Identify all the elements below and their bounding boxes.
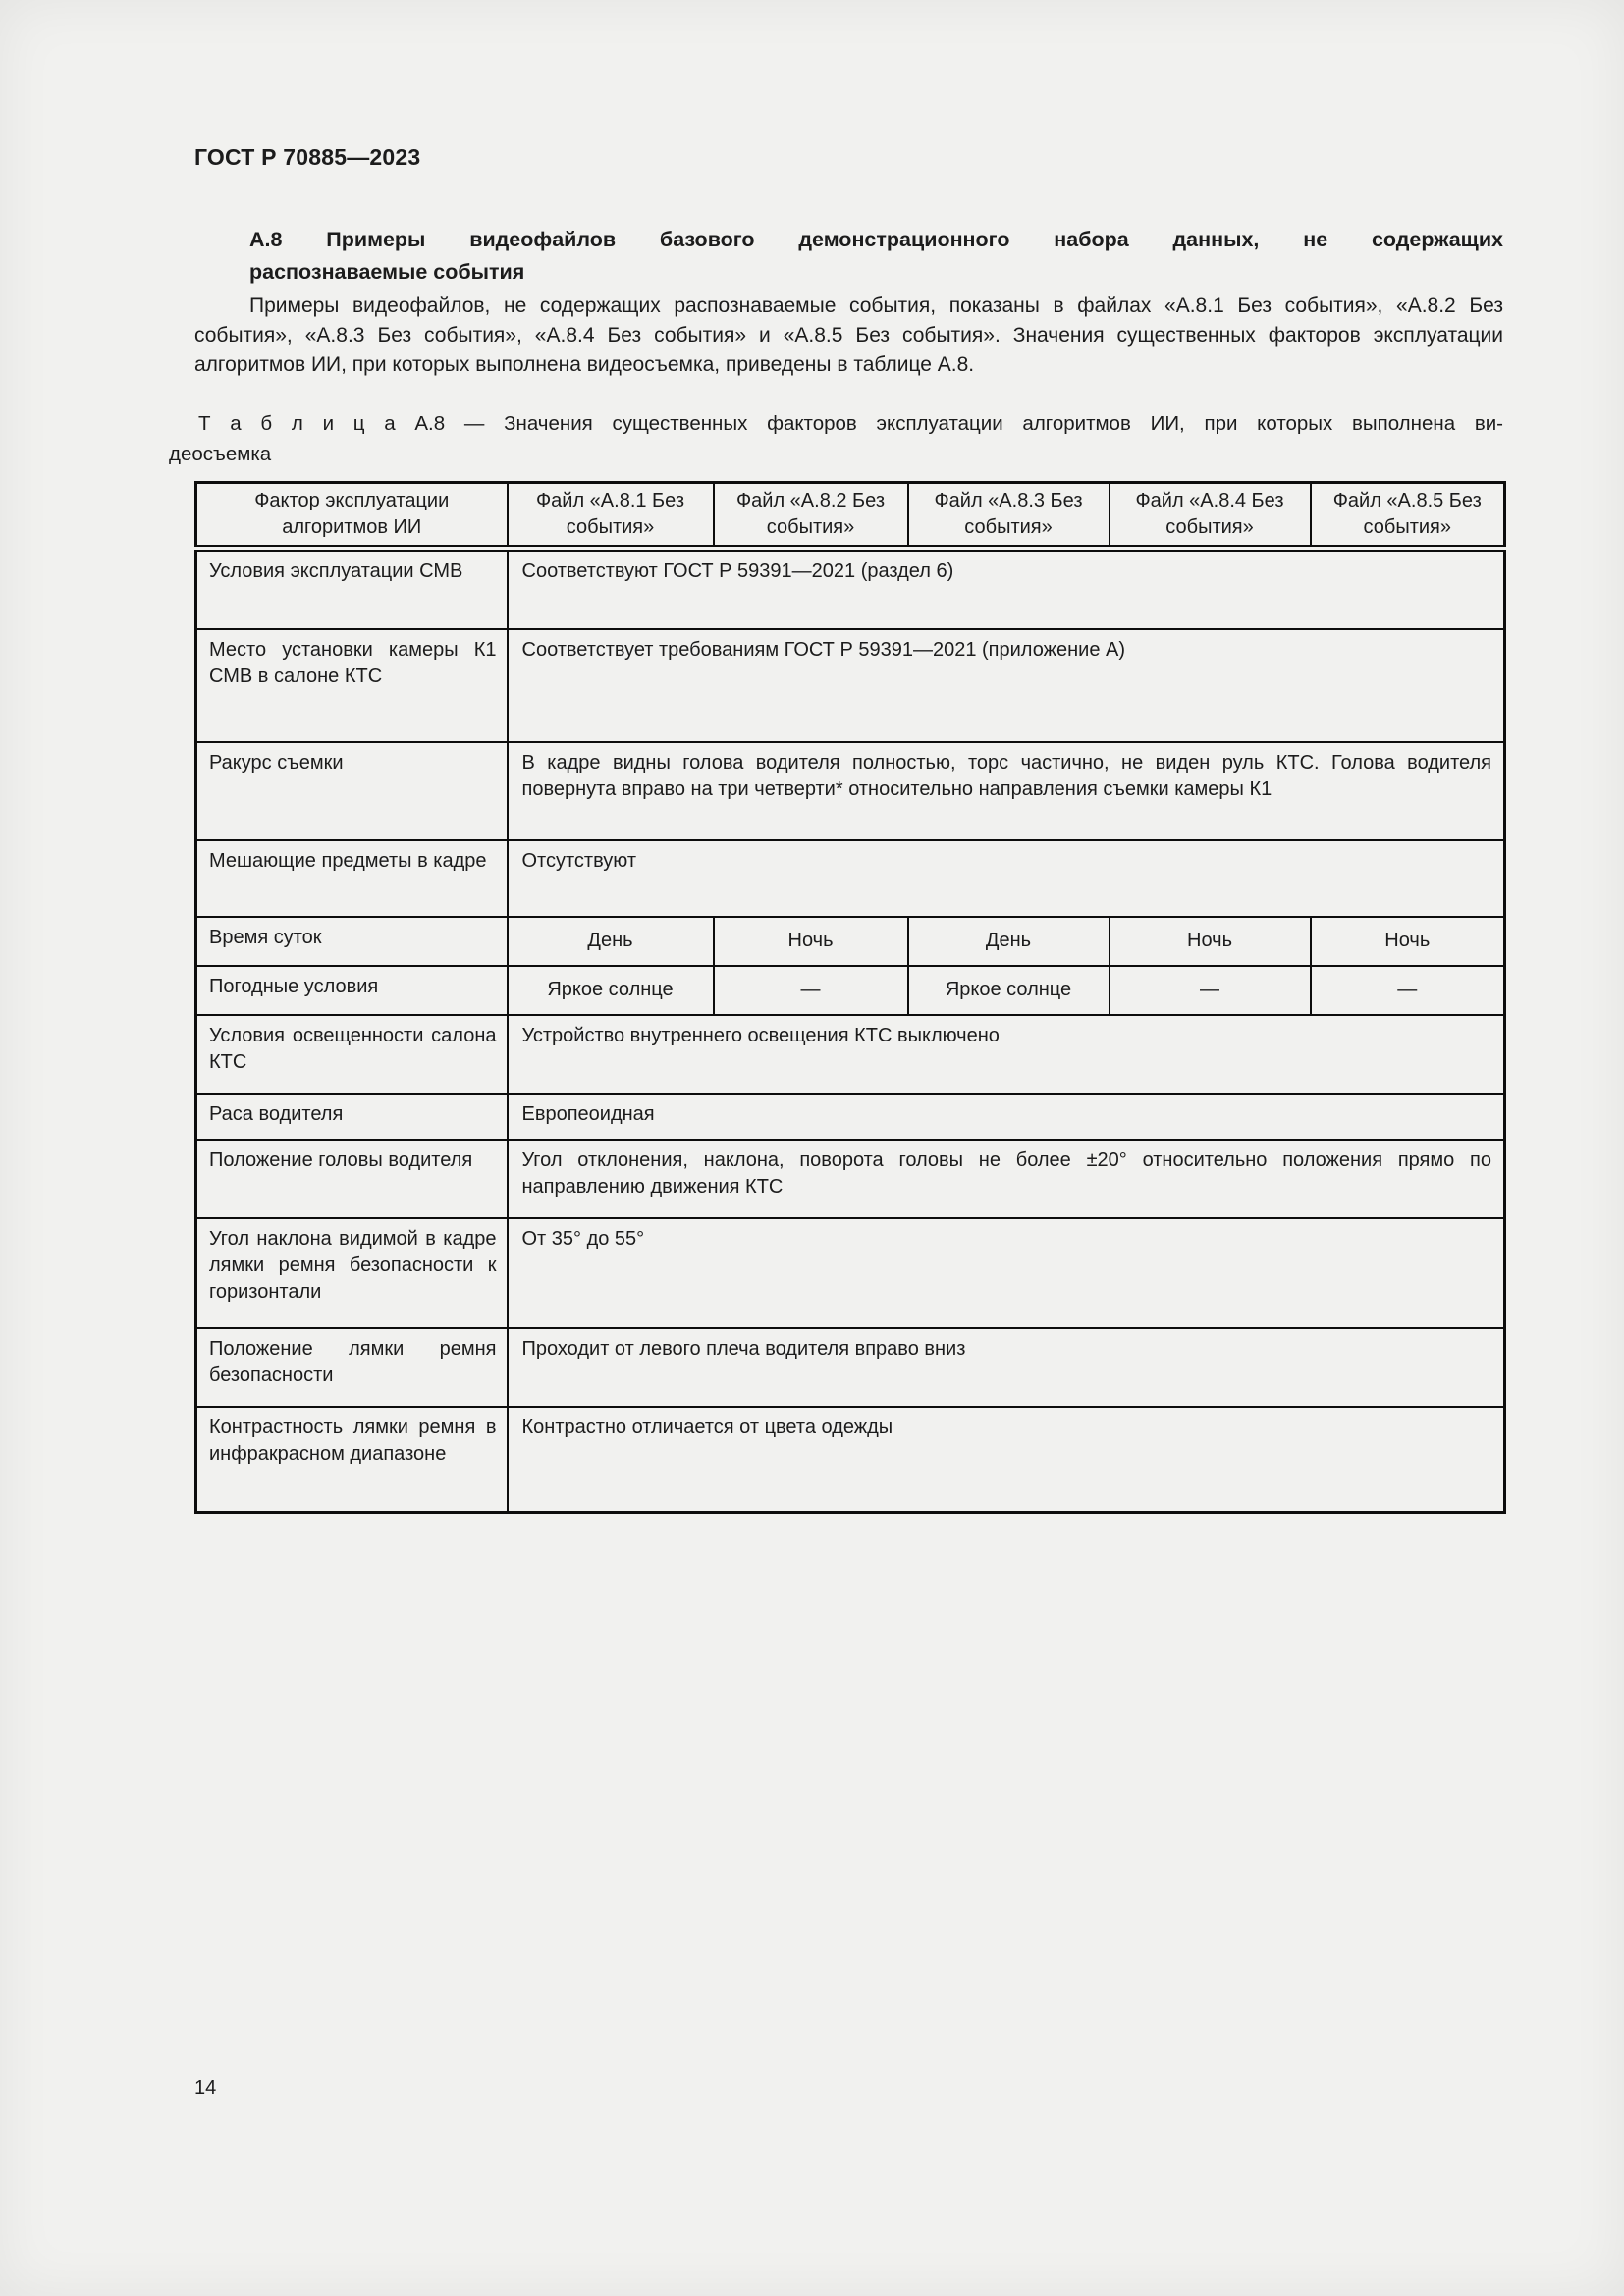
row-value: Европеоидная — [508, 1094, 1505, 1140]
table-row — [196, 1218, 1505, 1328]
intro-paragraph: Примеры видеофайлов, не содержащих распознаваемые события, показаны в файлах «А.8.1 Без события», «А.8.2 Без события», «А.8.3 Без события», «А.8.4 Без события» и «А.8.5 Без события». Значения существенных факторов эксплуатации алгоритмов ИИ, при которых выполнена видеосъемка, приведены в таблице А.8. — [194, 294, 1503, 376]
row-label: Положение головы водителя — [196, 1140, 508, 1218]
row-label: Угол наклона видимой в кадре лямки ремня безопасности к горизонтали — [196, 1218, 508, 1328]
row-label: Контрастность лямки ремня в инфракрасном диапазоне — [196, 1407, 508, 1513]
row-cell: Ночь — [1110, 917, 1311, 966]
section-heading — [249, 224, 1503, 289]
col-header-file-a82: Файл «А.8.2 Без события» — [714, 483, 908, 549]
table-row — [196, 1328, 1505, 1407]
col-header-file-a84: Файл «А.8.4 Без события» — [1110, 483, 1311, 549]
row-label: Погодные условия — [196, 966, 508, 1015]
row-label: Раса водителя — [196, 1094, 508, 1140]
table-row — [196, 1407, 1505, 1513]
row-value: Проходит от левого плеча водителя вправо вниз — [508, 1328, 1505, 1407]
row-label: Время суток — [196, 917, 508, 966]
table-a8 — [194, 481, 1506, 1514]
row-cell: Яркое солнце — [508, 966, 714, 1015]
row-value: Устройство внутреннего освещения КТС выключено — [508, 1015, 1505, 1094]
table-row — [196, 629, 1505, 742]
row-label: Положение лямки ремня безопасности — [196, 1328, 508, 1407]
row-value: Контрастно отличается от цвета одежды — [508, 1407, 1505, 1513]
row-label: Место установки камеры К1 СМВ в салоне КТС — [196, 629, 508, 742]
table-row — [196, 742, 1505, 840]
table-row — [196, 549, 1505, 629]
row-cell: День — [908, 917, 1110, 966]
row-cell: — — [1311, 966, 1505, 1015]
row-cell: — — [1110, 966, 1311, 1015]
section-heading-line1: А.8 Примеры видеофайлов базового демонстрационного набора данных, не содержащих — [249, 228, 1503, 251]
col-header-file-a81: Файл «А.8.1 Без события» — [508, 483, 714, 549]
row-cell: Ночь — [1311, 917, 1505, 966]
col-header-factor: Фактор эксплуатации алгоритмов ИИ — [196, 483, 508, 549]
row-value: От 35° до 55° — [508, 1218, 1505, 1328]
row-value: Отсутствуют — [508, 840, 1505, 917]
row-label: Условия эксплуатации СМВ — [196, 549, 508, 629]
table-caption-line2: деосъемка — [169, 443, 272, 465]
table-row — [196, 1094, 1505, 1140]
table-caption — [169, 408, 1503, 469]
table-caption-line1: Т а б л и ц а А.8 — Значения существенных факторов эксплуатации алгоритмов ИИ, при которых выполнена ви- — [198, 412, 1503, 435]
row-cell: День — [508, 917, 714, 966]
table-row — [196, 840, 1505, 917]
col-header-file-a85: Файл «А.8.5 Без события» — [1311, 483, 1505, 549]
table-row — [196, 1015, 1505, 1094]
row-label: Условия освещенности салона КТС — [196, 1015, 508, 1094]
doc-code: ГОСТ Р 70885—2023 — [194, 144, 421, 170]
col-header-file-a83: Файл «А.8.3 Без события» — [908, 483, 1110, 549]
table-row — [196, 966, 1505, 1015]
table-a8-wrapper — [194, 481, 1503, 1514]
table-row — [196, 1140, 1505, 1218]
row-value: В кадре видны голова водителя полностью, торс частично, не виден руль КТС. Голова водителя повернута вправо на три четверти* относительно направления съемки камеры К1 — [508, 742, 1505, 840]
row-value: Соответствуют ГОСТ Р 59391—2021 (раздел 6) — [508, 549, 1505, 629]
section-heading-line2: распознаваемые события — [249, 260, 525, 284]
table-header-row — [196, 483, 1505, 549]
table-row — [196, 917, 1505, 966]
row-cell: — — [714, 966, 908, 1015]
row-cell: Ночь — [714, 917, 908, 966]
row-cell: Яркое солнце — [908, 966, 1110, 1015]
row-value: Угол отклонения, наклона, поворота головы не более ±20° относительно положения прямо по направлению движения КТС — [508, 1140, 1505, 1218]
row-label: Мешающие предметы в кадре — [196, 840, 508, 917]
row-value: Соответствует требованиям ГОСТ Р 59391—2021 (приложение А) — [508, 629, 1505, 742]
page-number: 14 — [194, 2077, 217, 2099]
row-label: Ракурс съемки — [196, 742, 508, 840]
